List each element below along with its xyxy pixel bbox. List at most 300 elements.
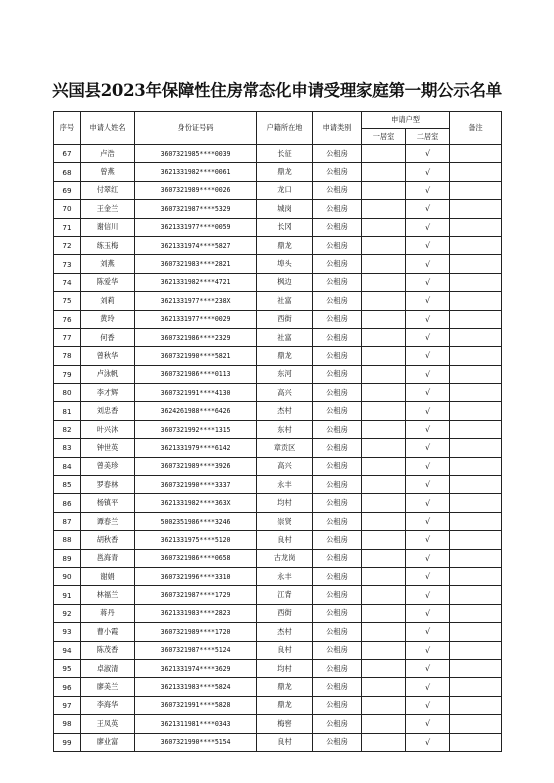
cell-id: 3621331982****363X — [135, 494, 257, 512]
header-note: 备注 — [450, 112, 502, 145]
cell-category: 公租房 — [313, 439, 362, 457]
cell-name: 杨镇平 — [81, 494, 135, 512]
cell-two-room: √ — [406, 365, 450, 383]
cell-location: 城岗 — [257, 200, 313, 218]
cell-index: 73 — [54, 255, 81, 273]
cell-two-room: √ — [406, 347, 450, 365]
cell-name: 谭春兰 — [81, 512, 135, 530]
cell-note — [450, 476, 502, 494]
cell-one-room — [362, 733, 406, 751]
cell-index: 77 — [54, 328, 81, 346]
cell-id: 3607321986****0113 — [135, 365, 257, 383]
cell-name: 付翠红 — [81, 181, 135, 199]
cell-index: 71 — [54, 218, 81, 236]
cell-one-room — [362, 549, 406, 567]
cell-index: 75 — [54, 292, 81, 310]
cell-two-room: √ — [406, 623, 450, 641]
cell-one-room — [362, 181, 406, 199]
cell-category: 公租房 — [313, 457, 362, 475]
applicant-table — [53, 111, 502, 752]
cell-one-room — [362, 255, 406, 273]
table-row — [54, 715, 502, 733]
cell-two-room: √ — [406, 439, 450, 457]
cell-index: 86 — [54, 494, 81, 512]
cell-index: 92 — [54, 604, 81, 622]
cell-category: 公租房 — [313, 476, 362, 494]
cell-name: 练玉梅 — [81, 236, 135, 254]
cell-name: 卓淑清 — [81, 659, 135, 677]
cell-location: 长征 — [257, 145, 313, 163]
cell-category: 公租房 — [313, 218, 362, 236]
cell-note — [450, 402, 502, 420]
cell-two-room: √ — [406, 586, 450, 604]
table-row — [54, 420, 502, 438]
cell-note — [450, 531, 502, 549]
cell-id: 3621331982****4721 — [135, 273, 257, 291]
cell-index: 91 — [54, 586, 81, 604]
cell-name: 李才辉 — [81, 384, 135, 402]
cell-one-room — [362, 531, 406, 549]
cell-category: 公租房 — [313, 328, 362, 346]
table-row — [54, 678, 502, 696]
cell-one-room — [362, 476, 406, 494]
cell-name: 廖业富 — [81, 733, 135, 751]
cell-name: 胡秋香 — [81, 531, 135, 549]
header-name: 申请人姓名 — [81, 112, 135, 145]
cell-index: 72 — [54, 236, 81, 254]
cell-location: 西街 — [257, 604, 313, 622]
cell-id: 5002351986****3246 — [135, 512, 257, 530]
cell-two-room: √ — [406, 292, 450, 310]
table-row — [54, 531, 502, 549]
table-row — [54, 200, 502, 218]
cell-one-room — [362, 292, 406, 310]
cell-name: 曹小霞 — [81, 623, 135, 641]
header-location: 户籍所在地 — [257, 112, 313, 145]
cell-category: 公租房 — [313, 402, 362, 420]
table-row — [54, 476, 502, 494]
cell-two-room: √ — [406, 273, 450, 291]
cell-name: 邕海青 — [81, 549, 135, 567]
cell-location: 杰村 — [257, 623, 313, 641]
cell-two-room: √ — [406, 457, 450, 475]
cell-id: 3607321996****3310 — [135, 567, 257, 585]
cell-id: 3621331975****5120 — [135, 531, 257, 549]
cell-category: 公租房 — [313, 604, 362, 622]
cell-location: 永丰 — [257, 567, 313, 585]
table-row — [54, 273, 502, 291]
cell-note — [450, 733, 502, 751]
cell-name: 钟世英 — [81, 439, 135, 457]
cell-location: 均村 — [257, 659, 313, 677]
table-row — [54, 402, 502, 420]
cell-note — [450, 347, 502, 365]
cell-location: 古龙岗 — [257, 549, 313, 567]
cell-index: 81 — [54, 402, 81, 420]
cell-name: 卢泳帆 — [81, 365, 135, 383]
cell-location: 龙口 — [257, 181, 313, 199]
cell-id: 3621331977****238X — [135, 292, 257, 310]
cell-two-room: √ — [406, 163, 450, 181]
header-two-room: 二居室 — [406, 129, 450, 145]
cell-name: 曾秋华 — [81, 347, 135, 365]
cell-one-room — [362, 200, 406, 218]
table-row — [54, 567, 502, 585]
header-unit-type: 申请户型 — [362, 112, 450, 129]
cell-location: 枫边 — [257, 273, 313, 291]
cell-note — [450, 439, 502, 457]
cell-note — [450, 310, 502, 328]
cell-index: 82 — [54, 420, 81, 438]
cell-name: 何香 — [81, 328, 135, 346]
cell-two-room: √ — [406, 402, 450, 420]
cell-note — [450, 420, 502, 438]
cell-category: 公租房 — [313, 273, 362, 291]
cell-id: 3621331982****0061 — [135, 163, 257, 181]
cell-index: 83 — [54, 439, 81, 457]
cell-id: 3607321986****0658 — [135, 549, 257, 567]
cell-index: 79 — [54, 365, 81, 383]
page-title: 兴国县2023年保障性住房常态化申请受理家庭第一期公示名单 — [52, 81, 502, 100]
cell-note — [450, 163, 502, 181]
cell-two-room: √ — [406, 715, 450, 733]
cell-index: 94 — [54, 641, 81, 659]
table-row — [54, 512, 502, 530]
cell-note — [450, 145, 502, 163]
cell-category: 公租房 — [313, 310, 362, 328]
cell-two-room: √ — [406, 236, 450, 254]
cell-id: 3607321991****4130 — [135, 384, 257, 402]
cell-index: 84 — [54, 457, 81, 475]
cell-two-room: √ — [406, 733, 450, 751]
cell-location: 鼎龙 — [257, 678, 313, 696]
cell-name: 谢信川 — [81, 218, 135, 236]
cell-two-room: √ — [406, 659, 450, 677]
cell-one-room — [362, 457, 406, 475]
header-category: 申请类别 — [313, 112, 362, 145]
cell-location: 杰村 — [257, 402, 313, 420]
cell-name: 刘莉 — [81, 292, 135, 310]
cell-location: 鼎龙 — [257, 236, 313, 254]
cell-location: 东村 — [257, 420, 313, 438]
cell-location: 西街 — [257, 310, 313, 328]
cell-id: 3621331974****3629 — [135, 659, 257, 677]
cell-index: 87 — [54, 512, 81, 530]
cell-category: 公租房 — [313, 715, 362, 733]
cell-index: 69 — [54, 181, 81, 199]
table-row — [54, 641, 502, 659]
cell-note — [450, 696, 502, 714]
cell-id: 3607321983****2821 — [135, 255, 257, 273]
cell-name: 曾美珍 — [81, 457, 135, 475]
cell-id: 3607321990****5154 — [135, 733, 257, 751]
cell-two-room: √ — [406, 494, 450, 512]
table-row — [54, 365, 502, 383]
cell-index: 97 — [54, 696, 81, 714]
cell-location: 均村 — [257, 494, 313, 512]
cell-id: 3607321990****5821 — [135, 347, 257, 365]
cell-name: 卢浩 — [81, 145, 135, 163]
cell-index: 89 — [54, 549, 81, 567]
table-row — [54, 457, 502, 475]
cell-category: 公租房 — [313, 733, 362, 751]
cell-two-room: √ — [406, 384, 450, 402]
cell-index: 96 — [54, 678, 81, 696]
cell-one-room — [362, 273, 406, 291]
cell-two-room: √ — [406, 512, 450, 530]
cell-two-room: √ — [406, 200, 450, 218]
cell-category: 公租房 — [313, 384, 362, 402]
cell-category: 公租房 — [313, 641, 362, 659]
cell-note — [450, 567, 502, 585]
cell-two-room: √ — [406, 218, 450, 236]
cell-name: 廖美兰 — [81, 678, 135, 696]
cell-id: 3621331974****5827 — [135, 236, 257, 254]
cell-name: 陈茂香 — [81, 641, 135, 659]
cell-index: 68 — [54, 163, 81, 181]
cell-one-room — [362, 512, 406, 530]
table-row — [54, 586, 502, 604]
cell-id: 3607321986****2329 — [135, 328, 257, 346]
cell-one-room — [362, 439, 406, 457]
cell-one-room — [362, 623, 406, 641]
header-id: 身份证号码 — [135, 112, 257, 145]
table-row — [54, 218, 502, 236]
cell-two-room: √ — [406, 604, 450, 622]
cell-index: 93 — [54, 623, 81, 641]
cell-index: 78 — [54, 347, 81, 365]
cell-category: 公租房 — [313, 567, 362, 585]
cell-name: 李海华 — [81, 696, 135, 714]
table-row — [54, 163, 502, 181]
cell-note — [450, 549, 502, 567]
header-index: 序号 — [54, 112, 81, 145]
cell-note — [450, 604, 502, 622]
cell-location: 鼎龙 — [257, 696, 313, 714]
cell-id: 3621331983****5824 — [135, 678, 257, 696]
cell-id: 3621311981****0343 — [135, 715, 257, 733]
table-row — [54, 292, 502, 310]
cell-one-room — [362, 347, 406, 365]
cell-id: 3607321990****3337 — [135, 476, 257, 494]
table-row — [54, 623, 502, 641]
cell-category: 公租房 — [313, 678, 362, 696]
table-row — [54, 384, 502, 402]
cell-one-room — [362, 236, 406, 254]
cell-index: 99 — [54, 733, 81, 751]
cell-two-room: √ — [406, 567, 450, 585]
cell-note — [450, 218, 502, 236]
cell-name: 陈爱华 — [81, 273, 135, 291]
cell-index: 70 — [54, 200, 81, 218]
cell-location: 社富 — [257, 292, 313, 310]
table-row — [54, 145, 502, 163]
cell-category: 公租房 — [313, 163, 362, 181]
cell-category: 公租房 — [313, 181, 362, 199]
cell-two-room: √ — [406, 181, 450, 199]
cell-category: 公租房 — [313, 494, 362, 512]
cell-index: 74 — [54, 273, 81, 291]
cell-location: 章贡区 — [257, 439, 313, 457]
cell-id: 3607321992****1315 — [135, 420, 257, 438]
cell-note — [450, 236, 502, 254]
cell-id: 3621331977****0029 — [135, 310, 257, 328]
cell-name: 罗春林 — [81, 476, 135, 494]
cell-one-room — [362, 494, 406, 512]
cell-location: 长冈 — [257, 218, 313, 236]
cell-note — [450, 678, 502, 696]
cell-note — [450, 255, 502, 273]
cell-name: 刘忠香 — [81, 402, 135, 420]
cell-location: 崇贤 — [257, 512, 313, 530]
table-row — [54, 549, 502, 567]
cell-category: 公租房 — [313, 236, 362, 254]
table-row — [54, 494, 502, 512]
cell-index: 95 — [54, 659, 81, 677]
cell-category: 公租房 — [313, 347, 362, 365]
cell-category: 公租房 — [313, 549, 362, 567]
cell-two-room: √ — [406, 476, 450, 494]
cell-id: 3607321987****5329 — [135, 200, 257, 218]
cell-name: 王凤英 — [81, 715, 135, 733]
cell-note — [450, 365, 502, 383]
cell-category: 公租房 — [313, 292, 362, 310]
cell-category: 公租房 — [313, 200, 362, 218]
cell-one-room — [362, 365, 406, 383]
cell-note — [450, 292, 502, 310]
cell-one-room — [362, 604, 406, 622]
cell-index: 76 — [54, 310, 81, 328]
cell-id: 3607321989****0026 — [135, 181, 257, 199]
cell-two-room: √ — [406, 255, 450, 273]
table-row — [54, 604, 502, 622]
cell-index: 85 — [54, 476, 81, 494]
cell-id: 3621331977****0059 — [135, 218, 257, 236]
cell-category: 公租房 — [313, 420, 362, 438]
cell-two-room: √ — [406, 310, 450, 328]
cell-one-room — [362, 384, 406, 402]
cell-category: 公租房 — [313, 365, 362, 383]
table-row — [54, 328, 502, 346]
cell-two-room: √ — [406, 531, 450, 549]
cell-name: 林福兰 — [81, 586, 135, 604]
cell-id: 3607321989****1720 — [135, 623, 257, 641]
cell-location: 良村 — [257, 733, 313, 751]
cell-location: 良村 — [257, 531, 313, 549]
cell-name: 叶兴沐 — [81, 420, 135, 438]
cell-location: 鼎龙 — [257, 347, 313, 365]
cell-two-room: √ — [406, 420, 450, 438]
cell-index: 80 — [54, 384, 81, 402]
cell-category: 公租房 — [313, 512, 362, 530]
cell-two-room: √ — [406, 549, 450, 567]
cell-location: 良村 — [257, 641, 313, 659]
cell-note — [450, 715, 502, 733]
cell-one-room — [362, 163, 406, 181]
cell-id: 3621331983****2823 — [135, 604, 257, 622]
cell-one-room — [362, 586, 406, 604]
cell-note — [450, 181, 502, 199]
cell-location: 埠头 — [257, 255, 313, 273]
cell-id: 3624261988****6426 — [135, 402, 257, 420]
cell-location: 东河 — [257, 365, 313, 383]
cell-two-room: √ — [406, 328, 450, 346]
cell-one-room — [362, 310, 406, 328]
cell-note — [450, 494, 502, 512]
cell-one-room — [362, 715, 406, 733]
cell-note — [450, 623, 502, 641]
cell-index: 98 — [54, 715, 81, 733]
cell-name: 曾燕 — [81, 163, 135, 181]
cell-location: 鼎龙 — [257, 163, 313, 181]
cell-category: 公租房 — [313, 586, 362, 604]
cell-name: 刘燕 — [81, 255, 135, 273]
cell-index: 88 — [54, 531, 81, 549]
table-row — [54, 733, 502, 751]
cell-location: 高兴 — [257, 384, 313, 402]
cell-category: 公租房 — [313, 145, 362, 163]
cell-category: 公租房 — [313, 255, 362, 273]
cell-two-room: √ — [406, 696, 450, 714]
table-row — [54, 310, 502, 328]
cell-location: 永丰 — [257, 476, 313, 494]
header-one-room: 一居室 — [362, 129, 406, 145]
table-row — [54, 181, 502, 199]
cell-location: 梅窖 — [257, 715, 313, 733]
cell-note — [450, 457, 502, 475]
cell-one-room — [362, 402, 406, 420]
table-row — [54, 255, 502, 273]
cell-one-room — [362, 145, 406, 163]
table-row — [54, 347, 502, 365]
cell-one-room — [362, 420, 406, 438]
cell-one-room — [362, 567, 406, 585]
table-row — [54, 236, 502, 254]
cell-note — [450, 586, 502, 604]
cell-two-room: √ — [406, 641, 450, 659]
cell-two-room: √ — [406, 145, 450, 163]
cell-id: 3607321987****5124 — [135, 641, 257, 659]
cell-id: 3607321987****1729 — [135, 586, 257, 604]
cell-one-room — [362, 678, 406, 696]
cell-location: 社富 — [257, 328, 313, 346]
cell-note — [450, 200, 502, 218]
cell-one-room — [362, 696, 406, 714]
table-row — [54, 696, 502, 714]
cell-location: 高兴 — [257, 457, 313, 475]
cell-note — [450, 328, 502, 346]
cell-id: 3621331979****6142 — [135, 439, 257, 457]
cell-note — [450, 384, 502, 402]
cell-id: 3607321985****0039 — [135, 145, 257, 163]
cell-location: 江背 — [257, 586, 313, 604]
cell-id: 3607321991****5828 — [135, 696, 257, 714]
cell-one-room — [362, 659, 406, 677]
cell-note — [450, 641, 502, 659]
cell-name: 蒋丹 — [81, 604, 135, 622]
table-row — [54, 439, 502, 457]
cell-note — [450, 273, 502, 291]
cell-one-room — [362, 328, 406, 346]
cell-index: 90 — [54, 567, 81, 585]
table-row — [54, 659, 502, 677]
cell-category: 公租房 — [313, 623, 362, 641]
cell-index: 67 — [54, 145, 81, 163]
cell-two-room: √ — [406, 678, 450, 696]
cell-category: 公租房 — [313, 659, 362, 677]
cell-one-room — [362, 641, 406, 659]
cell-one-room — [362, 218, 406, 236]
